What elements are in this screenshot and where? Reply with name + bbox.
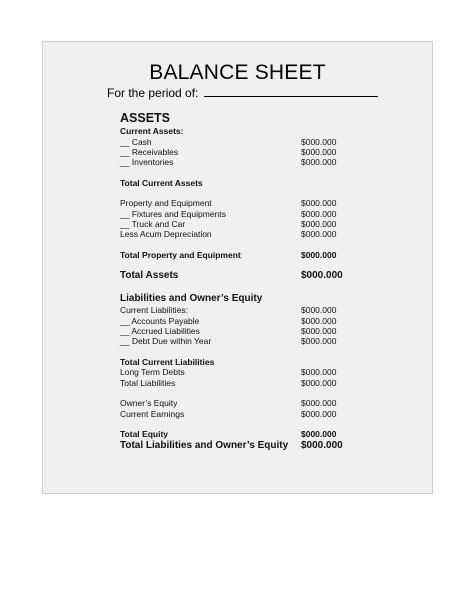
document-title: BALANCE SHEET [149, 61, 326, 84]
total-liabilities-label: Total Liabilities [120, 378, 176, 388]
period-line [107, 86, 378, 100]
accounts-payable-amount: $000.000 [301, 316, 337, 326]
current-assets-label: Current Assets: [120, 126, 184, 136]
truck-amount: $000.000 [301, 219, 337, 229]
balance-sheet-page [42, 41, 433, 494]
assets-heading: ASSETS [120, 111, 171, 125]
current-liabilities-amount: $000.000 [301, 305, 337, 315]
current-earnings-label: Current Earnings [120, 409, 185, 419]
current-liabilities-label: Current Liabilities: [120, 305, 189, 315]
truck-label: __ Truck and Car [120, 219, 186, 229]
fixtures-label: __ Fixtures and Equipments [120, 209, 226, 219]
total-current-liabilities-label: Total Current Liabilities [120, 357, 215, 367]
accrued-liabilities-label: __ Accrued Liabilities [120, 326, 200, 336]
fixtures-amount: $000.000 [301, 209, 337, 219]
owners-equity-amount: $000.000 [301, 398, 337, 408]
liabilities-heading: Liabilities and Owner’s Equity [120, 293, 263, 304]
property-amount: $000.000 [301, 198, 337, 208]
receivables-amount: $000.000 [301, 147, 337, 157]
depreciation-label: Less Acum Depreciation [120, 229, 212, 239]
inventories-amount: $000.000 [301, 157, 337, 167]
long-term-debts-label: Long Term Debts [120, 367, 185, 377]
total-liabilities-amount: $000.000 [301, 378, 337, 388]
total-property-label: Total Property and Equipment [120, 250, 241, 260]
total-current-assets-label: Total Current Assets [120, 178, 203, 188]
total-liabilities-equity-label: Total Liabilities and Owner’s Equity [120, 440, 289, 451]
total-property-amount: $000.000 [301, 250, 337, 260]
debt-due-amount: $000.000 [301, 336, 337, 346]
total-equity-label: Total Equity [120, 429, 169, 439]
long-term-debts-amount: $000.000 [301, 367, 337, 377]
total-assets-label: Total Assets [120, 270, 179, 281]
total-liabilities-equity-amount: $000.000 [301, 440, 343, 451]
current-earnings-amount: $000.000 [301, 409, 337, 419]
debt-due-label: __ Debt Due within Year [120, 336, 212, 346]
property-label: Property and Equipment [120, 198, 212, 208]
receivables-label: __ Receivables [120, 147, 179, 157]
total-assets-amount: $000.000 [301, 270, 343, 281]
accrued-liabilities-amount: $000.000 [301, 326, 337, 336]
depreciation-amount: $000.000 [301, 229, 337, 239]
period-label: For the period of: [107, 86, 199, 100]
owners-equity-label: Owner’s Equity [120, 398, 178, 408]
accounts-payable-label: __ Accounts Payable [120, 316, 200, 326]
cash-amount: $000.000 [301, 137, 337, 147]
total-equity-amount: $000.000 [301, 429, 337, 439]
cash-label: __ Cash [120, 137, 152, 147]
inventories-label: __ Inventories [120, 157, 174, 167]
period-blank-line [204, 87, 378, 97]
